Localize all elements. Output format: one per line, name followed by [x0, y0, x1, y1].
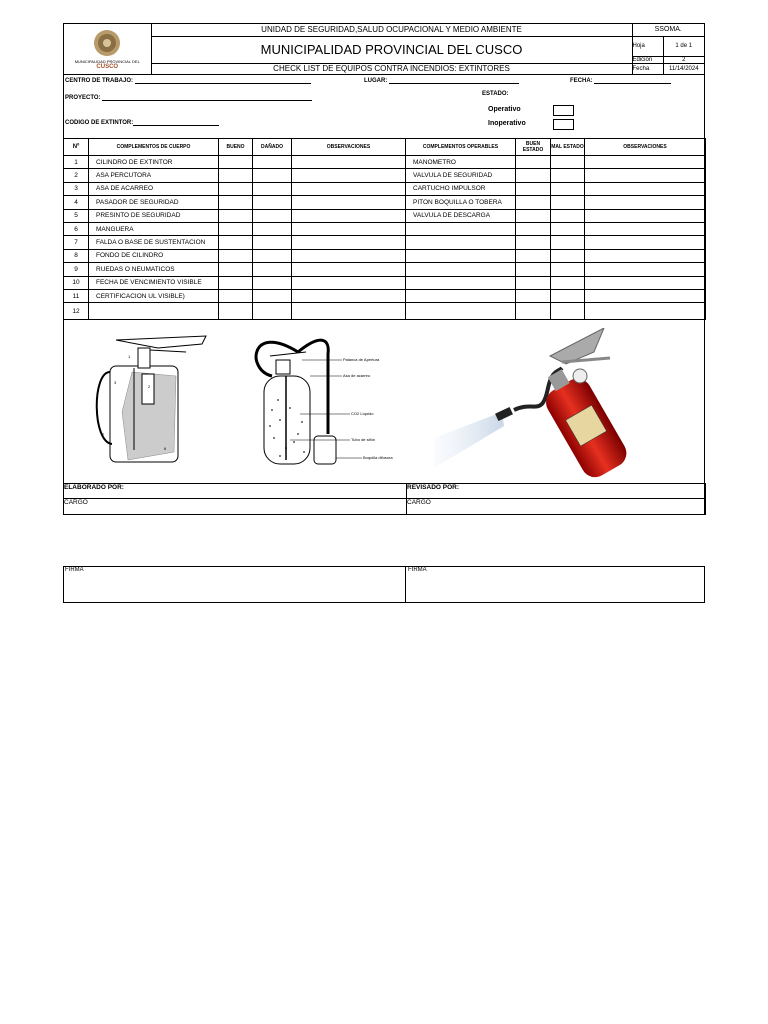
- table-row: [64, 249, 706, 262]
- row-mal-estado-cell[interactable]: [551, 196, 585, 209]
- firma-left-label: FIRMA: [65, 567, 84, 573]
- fecha-field[interactable]: [570, 78, 671, 84]
- row-operable-item: VALVULA DE SEGURIDAD: [406, 169, 516, 182]
- row-danado-cell[interactable]: [253, 222, 292, 235]
- firma-right[interactable]: [407, 567, 704, 602]
- row-buen-estado-cell[interactable]: [516, 263, 551, 276]
- edicion-value: 2: [663, 56, 704, 63]
- edicion-label: Edición: [632, 56, 663, 63]
- table-row: [64, 222, 706, 235]
- row-operable-item: [406, 289, 516, 302]
- co2-extinguisher-diagram-icon: [250, 330, 400, 466]
- row-number: 1: [64, 156, 89, 169]
- row-operable-item: [406, 222, 516, 235]
- row-danado-cell[interactable]: [253, 249, 292, 262]
- col-header-obs-2: OBSERVACIONES: [585, 139, 706, 156]
- row-observaciones-cell[interactable]: [292, 249, 406, 262]
- row-buen-estado-cell[interactable]: [516, 303, 551, 320]
- firma-left[interactable]: [64, 567, 406, 602]
- row-bueno-cell[interactable]: [219, 303, 253, 320]
- row-bueno-cell[interactable]: [219, 196, 253, 209]
- table-row: [64, 303, 706, 320]
- row-observaciones-2-cell[interactable]: [585, 209, 706, 222]
- row-number: 9: [64, 263, 89, 276]
- row-operable-item: [406, 303, 516, 320]
- operativo-label: Operativo: [488, 106, 521, 113]
- row-buen-estado-cell[interactable]: [516, 196, 551, 209]
- row-observaciones-2-cell[interactable]: [585, 222, 706, 235]
- row-observaciones-2-cell[interactable]: [585, 289, 706, 302]
- row-mal-estado-cell[interactable]: [551, 222, 585, 235]
- row-observaciones-2-cell[interactable]: [585, 182, 706, 195]
- row-body-item: PRESINTO DE SEGURIDAD: [89, 209, 219, 222]
- row-operable-item: [406, 276, 516, 289]
- revisado-label: REVISADO POR:: [407, 484, 706, 499]
- lugar-line: [389, 83, 519, 84]
- table-row: [64, 289, 706, 302]
- row-bueno-cell[interactable]: [219, 209, 253, 222]
- table-header-row: [64, 139, 706, 156]
- row-body-item: CILINDRO DE EXTINTOR: [89, 156, 219, 169]
- form-section: [64, 72, 704, 138]
- row-danado-cell[interactable]: [253, 156, 292, 169]
- row-number: 2: [64, 169, 89, 182]
- row-buen-estado-cell[interactable]: [516, 276, 551, 289]
- row-bueno-cell[interactable]: [219, 263, 253, 276]
- row-number: 6: [64, 222, 89, 235]
- row-operable-item: PITON BOQUILLA O TOBERA: [406, 196, 516, 209]
- codigo-field[interactable]: [65, 120, 219, 126]
- row-operable-item: MANOMETRO: [406, 156, 516, 169]
- unit-title: UNIDAD DE SEGURIDAD,SALUD OCUPACIONAL Y MEDIO AMBIENTE: [151, 24, 632, 36]
- row-observaciones-cell[interactable]: [292, 303, 406, 320]
- extinguisher-cutaway-icon: [88, 332, 210, 466]
- col-header-buen: BUEN ESTADO: [516, 139, 551, 156]
- logo-cell: [64, 24, 151, 74]
- row-bueno-cell[interactable]: [219, 276, 253, 289]
- col-header-n: Nº: [64, 139, 89, 156]
- row-bueno-cell[interactable]: [219, 249, 253, 262]
- row-observaciones-2-cell[interactable]: [585, 276, 706, 289]
- row-body-item: CERTIFICACION UL VISIBLE): [89, 289, 219, 302]
- checklist-table: [63, 138, 706, 320]
- row-body-item: [89, 303, 219, 320]
- row-observaciones-2-cell[interactable]: [585, 263, 706, 276]
- row-buen-estado-cell[interactable]: [516, 222, 551, 235]
- row-mal-estado-cell[interactable]: [551, 263, 585, 276]
- row-bueno-cell[interactable]: [219, 289, 253, 302]
- row-mal-estado-cell[interactable]: [551, 236, 585, 249]
- row-mal-estado-cell[interactable]: [551, 276, 585, 289]
- firma-right-label: FIRMA: [408, 567, 427, 573]
- row-observaciones-cell[interactable]: [292, 263, 406, 276]
- illustrations-area: [64, 322, 704, 482]
- row-observaciones-cell[interactable]: [292, 222, 406, 235]
- row-bueno-cell[interactable]: [219, 182, 253, 195]
- row-observaciones-cell[interactable]: [292, 276, 406, 289]
- row-observaciones-2-cell[interactable]: [585, 156, 706, 169]
- footer-table: [63, 483, 706, 515]
- estado-label: ESTADO:: [482, 91, 509, 97]
- table-body: [64, 156, 706, 320]
- row-observaciones-cell[interactable]: [292, 169, 406, 182]
- row-danado-cell[interactable]: [253, 209, 292, 222]
- row-number: 4: [64, 196, 89, 209]
- fecha-label: Fecha: [632, 63, 663, 74]
- row-body-item: RUEDAS O NEUMATICOS: [89, 263, 219, 276]
- cargo-left[interactable]: CARGO: [64, 499, 407, 515]
- row-mal-estado-cell[interactable]: [551, 303, 585, 320]
- proyecto-label: PROYECTO:: [65, 95, 101, 101]
- row-buen-estado-cell[interactable]: [516, 182, 551, 195]
- logo-text-top: MUNICIPALIDAD PROVINCIAL DEL: [74, 59, 140, 65]
- table-row: [64, 263, 706, 276]
- row-danado-cell[interactable]: [253, 303, 292, 320]
- red-extinguisher-photo-icon: [434, 328, 644, 478]
- row-buen-estado-cell[interactable]: [516, 249, 551, 262]
- row-buen-estado-cell[interactable]: [516, 289, 551, 302]
- fecha-line: [594, 83, 671, 84]
- row-observaciones-2-cell[interactable]: [585, 169, 706, 182]
- row-danado-cell[interactable]: [253, 169, 292, 182]
- row-danado-cell[interactable]: [253, 289, 292, 302]
- row-number: 7: [64, 236, 89, 249]
- row-bueno-cell[interactable]: [219, 222, 253, 235]
- row-observaciones-cell[interactable]: [292, 209, 406, 222]
- row-danado-cell[interactable]: [253, 276, 292, 289]
- page-title: MUNICIPALIDAD PROVINCIAL DEL CUSCO: [151, 36, 632, 63]
- header-table: [64, 24, 704, 75]
- row-buen-estado-cell[interactable]: [516, 236, 551, 249]
- codigo-line: [133, 125, 219, 126]
- fecha-value: 11/14/2024: [663, 63, 704, 74]
- cargo-right[interactable]: CARGO: [407, 499, 706, 515]
- row-number: 11: [64, 289, 89, 302]
- proyecto-field[interactable]: [65, 95, 312, 101]
- row-number: 5: [64, 209, 89, 222]
- row-observaciones-cell[interactable]: [292, 236, 406, 249]
- row-observaciones-cell[interactable]: [292, 182, 406, 195]
- row-observaciones-2-cell[interactable]: [585, 236, 706, 249]
- row-number: 8: [64, 249, 89, 262]
- row-operable-item: [406, 263, 516, 276]
- row-buen-estado-cell[interactable]: [516, 156, 551, 169]
- centro-field[interactable]: [65, 78, 311, 84]
- elaborado-label: ELABORADO POR:: [64, 484, 407, 499]
- row-danado-cell[interactable]: [253, 236, 292, 249]
- diagram-label-4: Tubo de sifón: [351, 437, 376, 442]
- row-observaciones-cell[interactable]: [292, 289, 406, 302]
- diagram-label-3: CO2 Líquido: [351, 411, 374, 416]
- inoperativo-checkbox[interactable]: [553, 119, 574, 130]
- lugar-field[interactable]: [364, 78, 519, 84]
- row-bueno-cell[interactable]: [219, 236, 253, 249]
- col-header-mal: MAL ESTADO: [551, 139, 585, 156]
- col-header-body: COMPLEMENTOS DE CUERPO: [89, 139, 219, 156]
- svg-text:6: 6: [164, 446, 167, 451]
- row-body-item: ASA DE ACARREO: [89, 182, 219, 195]
- table-row: [64, 196, 706, 209]
- row-body-item: MANGUERA: [89, 222, 219, 235]
- table-row: [64, 209, 706, 222]
- col-header-danado: DAÑADO: [253, 139, 292, 156]
- row-mal-estado-cell[interactable]: [551, 156, 585, 169]
- diagram-label-5: Boquilla difusora: [363, 455, 393, 460]
- row-operable-item: VALVULA DE DESCARGA: [406, 209, 516, 222]
- row-body-item: FALDA O BASE DE SUSTENTACION: [89, 236, 219, 249]
- document-code: SSOMA.: [632, 24, 704, 36]
- operativo-checkbox[interactable]: [553, 105, 574, 116]
- table-row: [64, 169, 706, 182]
- hoja-value: 1 de 1: [663, 36, 704, 56]
- diagram-label-2: Asa de acarreo: [343, 373, 371, 378]
- row-number: 10: [64, 276, 89, 289]
- row-buen-estado-cell[interactable]: [516, 209, 551, 222]
- row-observaciones-2-cell[interactable]: [585, 249, 706, 262]
- svg-text:1: 1: [128, 354, 131, 359]
- row-buen-estado-cell[interactable]: [516, 169, 551, 182]
- row-number: 3: [64, 182, 89, 195]
- lugar-label: LUGAR:: [364, 78, 388, 84]
- row-bueno-cell[interactable]: [219, 169, 253, 182]
- municipal-logo-icon: [89, 29, 125, 59]
- row-operable-item: [406, 249, 516, 262]
- col-header-obs-1: OBSERVACIONES: [292, 139, 406, 156]
- row-operable-item: [406, 236, 516, 249]
- diagram-label-1: Palanca de Apertura: [343, 357, 380, 362]
- signature-block: [63, 566, 705, 603]
- row-mal-estado-cell[interactable]: [551, 182, 585, 195]
- row-mal-estado-cell[interactable]: [551, 169, 585, 182]
- col-header-bueno: BUENO: [219, 139, 253, 156]
- codigo-label: CODIGO DE EXTINTOR:: [65, 120, 134, 126]
- row-observaciones-cell[interactable]: [292, 196, 406, 209]
- row-bueno-cell[interactable]: [219, 156, 253, 169]
- svg-text:3: 3: [114, 380, 117, 385]
- row-body-item: FECHA DE VENCIMIENTO VISIBLE: [89, 276, 219, 289]
- row-operable-item: CARTUCHO IMPULSOR: [406, 182, 516, 195]
- svg-text:7: 7: [102, 432, 105, 437]
- table-row: [64, 182, 706, 195]
- inoperativo-label: Inoperativo: [488, 120, 526, 127]
- proyecto-line: [102, 100, 312, 101]
- row-danado-cell[interactable]: [253, 182, 292, 195]
- col-header-op: COMPLEMENTOS OPERABLES: [406, 139, 516, 156]
- centro-label: CENTRO DE TRABAJO:: [65, 78, 134, 84]
- row-body-item: PASADOR DE SEGURIDAD: [89, 196, 219, 209]
- table-row: [64, 276, 706, 289]
- table-row: [64, 156, 706, 169]
- document-subtitle: CHECK LIST DE EQUIPOS CONTRA INCENDIOS: EXTINTORES: [151, 63, 632, 74]
- hoja-label: Hoja: [632, 36, 663, 56]
- row-mal-estado-cell[interactable]: [551, 209, 585, 222]
- row-mal-estado-cell[interactable]: [551, 249, 585, 262]
- row-observaciones-2-cell[interactable]: [585, 196, 706, 209]
- row-mal-estado-cell[interactable]: [551, 289, 585, 302]
- row-body-item: ASA PERCUTORA: [89, 169, 219, 182]
- logo-text-cusco: CUSCO: [96, 64, 119, 71]
- svg-text:2: 2: [148, 384, 151, 389]
- centro-line: [135, 83, 311, 84]
- row-danado-cell[interactable]: [253, 196, 292, 209]
- row-body-item: FONDO DE CILINDRO: [89, 249, 219, 262]
- row-danado-cell[interactable]: [253, 263, 292, 276]
- fecha-form-label: FECHA:: [570, 78, 593, 84]
- checklist-sheet: [63, 23, 705, 515]
- row-number: 12: [64, 303, 89, 320]
- row-observaciones-cell[interactable]: [292, 156, 406, 169]
- row-observaciones-2-cell[interactable]: [585, 303, 706, 320]
- table-row: [64, 236, 706, 249]
